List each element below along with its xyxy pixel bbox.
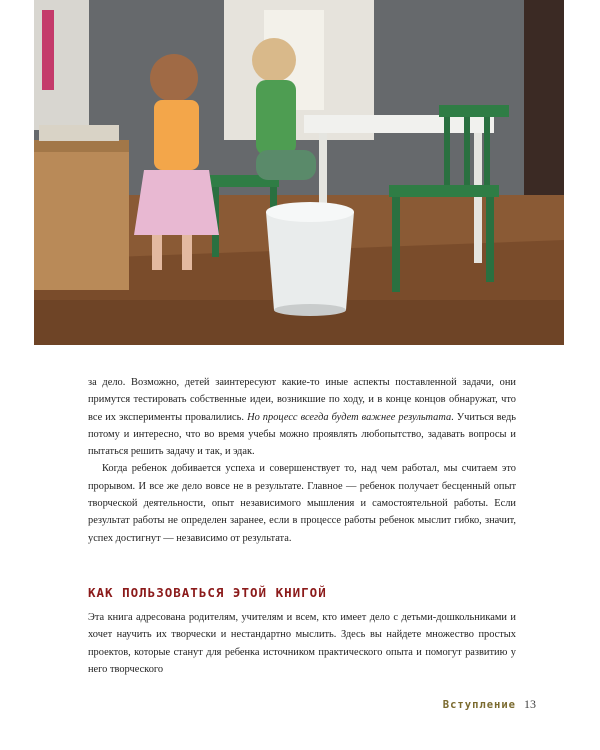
paragraph-2: Когда ребенок добивается успеха и совершенствует то, над чем работал, мы считаем это прорывом. И все же дело вовсе не в результате. Главное — ребенок получает бесценный опыт творческой деятельности, опыт независимого мышления и самостоятельной работы. Если результат работы не определен заранее, если в процессе работы ребенок мыслит гибко, значит, успех достигнут — независимо от результата.: [88, 463, 516, 544]
paragraph-1-emphasis: Но процесс всегда будет важнее результата: [247, 411, 452, 423]
page-footer: [443, 697, 536, 712]
paragraph-1-end: . Учиться ведь потому и интересно, что во время учебы можно проявлять любопытство, задавать вопросы и пытаться решить задачу и так, и эдак.: [88, 411, 517, 458]
section-text: [88, 609, 516, 678]
photo-illustration: [34, 0, 564, 345]
chapter-name: Вступление: [442, 699, 516, 711]
paragraph-1: [88, 374, 516, 460]
paragraph-1-start: за дело. Возможно, детей заинтересуют какие-то иные аспекты поставленной задачи, они примутся тестировать собственные идеи, возникшие по ходу, и в конце концов обнаружат, что все их эксперименты провалились.: [88, 377, 516, 423]
body-text: [88, 374, 516, 547]
section-paragraph: Эта книга адресована родителям, учителям и всем, кто имеет дело с детьми-дошкольниками и хочет научить их творчески и нестандартно мыслить. Здесь вы найдете множество простых проектов, которые станут для ребенка источником практического опыта и помогут развитию у него творческого: [88, 612, 516, 675]
classroom-photo: [34, 0, 564, 345]
page-number: 13: [524, 697, 536, 711]
section-heading: КАК ПОЛЬЗОВАТЬСЯ ЭТОЙ КНИГОЙ: [88, 585, 327, 600]
